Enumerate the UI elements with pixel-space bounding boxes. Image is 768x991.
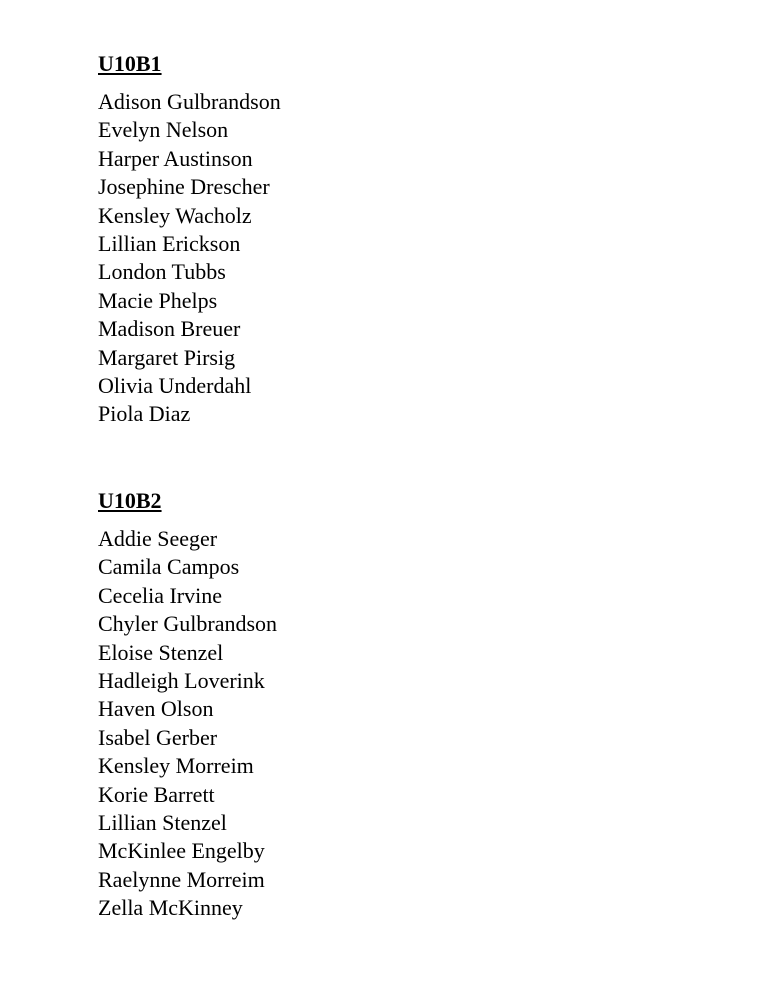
player-name: Korie Barrett bbox=[98, 781, 215, 807]
team-heading: U10B2 bbox=[98, 488, 162, 513]
player-name: London Tubbs bbox=[98, 259, 226, 285]
player-name: Macie Phelps bbox=[98, 287, 218, 313]
player-name: Piola Diaz bbox=[98, 401, 191, 427]
team-heading: U10B1 bbox=[98, 51, 162, 76]
player-name: Cecelia Irvine bbox=[98, 582, 222, 608]
player-name: Eloise Stenzel bbox=[98, 639, 224, 665]
player-name: Josephine Drescher bbox=[98, 174, 270, 200]
player-name: Kensley Wacholz bbox=[98, 202, 252, 228]
player-name: Evelyn Nelson bbox=[98, 117, 229, 143]
player-name: Chyler Gulbrandson bbox=[98, 611, 278, 637]
player-list bbox=[98, 525, 277, 922]
player-name: Isabel Gerber bbox=[98, 724, 218, 750]
player-name: Kensley Morreim bbox=[98, 753, 254, 779]
player-name: Harper Austinson bbox=[98, 145, 253, 171]
team-section-u10b1 bbox=[98, 50, 281, 429]
player-name: Lillian Erickson bbox=[98, 230, 241, 256]
player-name: Lillian Stenzel bbox=[98, 809, 227, 835]
player-name: Haven Olson bbox=[98, 696, 214, 722]
player-name: Zella McKinney bbox=[98, 895, 243, 921]
player-name: Adison Gulbrandson bbox=[98, 89, 281, 114]
player-name: Madison Breuer bbox=[98, 316, 241, 342]
player-name: McKinlee Engelby bbox=[98, 838, 265, 864]
player-list bbox=[98, 88, 281, 429]
player-name: Olivia Underdahl bbox=[98, 372, 252, 398]
player-name: Hadleigh Loverink bbox=[98, 667, 265, 693]
player-name: Addie Seeger bbox=[98, 526, 218, 551]
player-name: Raelynne Morreim bbox=[98, 866, 265, 892]
player-name: Camila Campos bbox=[98, 554, 240, 580]
player-name: Margaret Pirsig bbox=[98, 344, 236, 370]
team-section-u10b2 bbox=[98, 487, 277, 922]
